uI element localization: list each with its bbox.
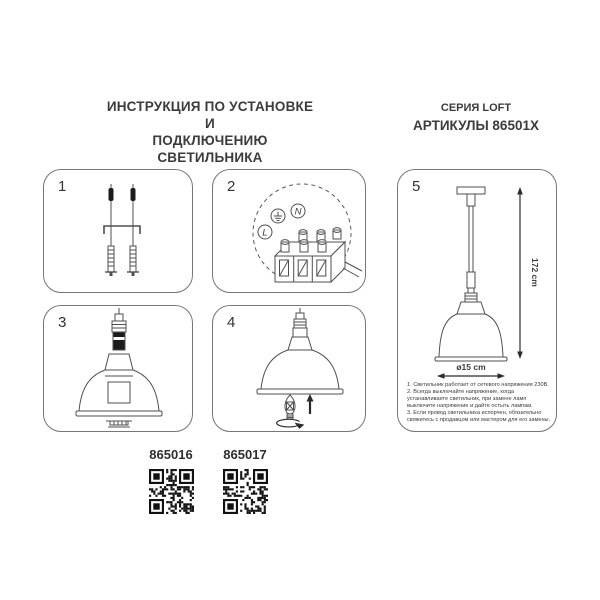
assembled-lamp-icon — [257, 308, 343, 394]
safety-note: 2. Всегда выключайте напряжение, когда устанавливаете светильник, при замене ламп выключите напряжение и дайте остыть лампам. — [407, 389, 533, 409]
retaining-ring-icon — [106, 421, 132, 427]
qr-code-icon — [149, 469, 194, 514]
step-5-number: 5 — [412, 178, 421, 195]
articles-label: АРТИКУЛЫ 86501X — [413, 118, 539, 133]
series-label: СЕРИЯ LOFT — [440, 102, 512, 114]
socket-icon — [112, 308, 126, 350]
product-code: 865016 — [149, 447, 193, 462]
step-1-panel — [43, 169, 193, 293]
step-2-panel — [212, 169, 366, 293]
screws-icon — [109, 184, 136, 246]
safety-notes — [407, 382, 551, 424]
product-code: 865017 — [223, 447, 267, 462]
rotate-arrow-icon — [277, 419, 303, 428]
diameter-dimension-icon — [437, 362, 505, 379]
step-3-panel — [43, 305, 193, 432]
mounting-hardware-drawing — [44, 170, 194, 294]
pendant-lamp-icon — [435, 187, 507, 361]
page-title — [100, 98, 320, 166]
socket-assembly-drawing — [44, 306, 194, 433]
step-1-number: 1 — [58, 178, 67, 195]
step-5-panel — [397, 169, 557, 432]
terminal-n-label: N — [294, 206, 302, 218]
terminal-n-symbol-icon — [291, 204, 305, 218]
insert-arrow-icon — [307, 394, 314, 414]
terminal-block-drawing — [213, 170, 367, 294]
terminal-block-icon — [275, 228, 362, 282]
terminal-l-symbol-icon — [258, 225, 272, 239]
terminal-l-label: L — [262, 227, 268, 239]
lamp-shade-icon — [76, 354, 162, 416]
step-2-number: 2 — [227, 178, 236, 195]
page-title-line1: ИНСТРУКЦИЯ ПО УСТАНОВКЕ И — [106, 99, 314, 131]
candle-bulb-icon — [285, 395, 295, 419]
wall-anchors-icon — [105, 246, 139, 276]
qr-code-icon — [223, 469, 268, 514]
page-title-line2: ПОДКЛЮЧЕНИЮ СВЕТИЛЬНИКА — [152, 133, 268, 165]
step-3-number: 3 — [58, 314, 67, 331]
step-4-number: 4 — [227, 314, 236, 331]
bulb-installation-drawing — [213, 306, 367, 433]
mounting-bracket-icon — [104, 226, 140, 234]
earth-symbol-icon — [271, 209, 285, 223]
safety-note: 1. Светильник работает от сетевого напряжения 230В. — [407, 382, 549, 388]
diameter-dimension-label: ø15 cm — [456, 362, 486, 372]
height-dimension-icon — [517, 187, 540, 359]
height-dimension-label: 172 cm — [530, 258, 540, 287]
step-4-panel — [212, 305, 366, 432]
safety-note: 3. Если провод светильника испорчен, обязательно свяжитесь с продавцом или мастером для его замены. — [407, 410, 551, 423]
